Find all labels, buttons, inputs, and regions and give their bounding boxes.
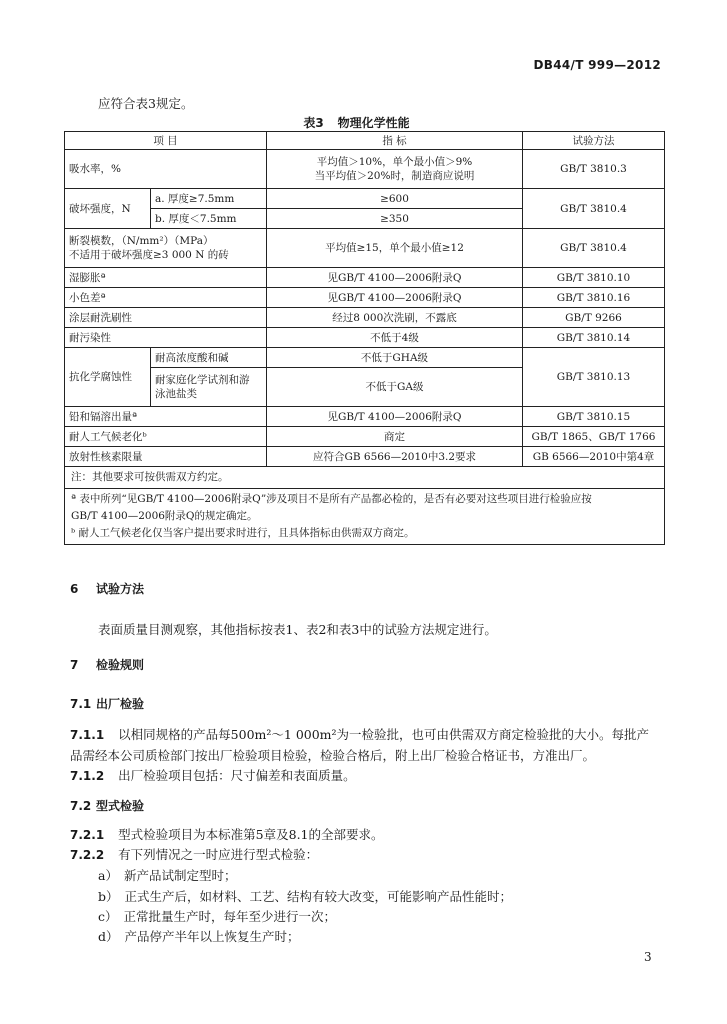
note-b: ᵇ 耐人工气候老化仅当客户提出要求时进行，且具体指标由供需双方商定。 xyxy=(71,527,415,539)
table-caption: 物理化学性能 xyxy=(337,116,410,130)
clause-text: 有下列情况之一时应进行型式检验： xyxy=(118,847,319,862)
indicator-coating-scrub: 经过8 000次洗刷，不露底 xyxy=(267,308,523,328)
item-color-difference: 小色差ª xyxy=(65,288,267,308)
list-item xyxy=(98,887,512,905)
table-notes-row xyxy=(65,467,665,545)
table-row xyxy=(65,407,665,427)
table-row xyxy=(65,328,665,348)
list-label: c） xyxy=(98,909,118,924)
para-7-1-1-line2: 品需经本公司质检部门按出厂检验项目检验，检验合格后，附上出厂检验合格证书，方准出厂。 xyxy=(70,748,596,763)
list-label: d） xyxy=(98,929,119,944)
item-breaking-strength: 破坏强度，N xyxy=(65,189,151,229)
note-footnotes xyxy=(65,488,664,542)
indicator-household-chemicals: 不低于GA级 xyxy=(267,368,523,407)
indicator-line: 当平均值＞20%时，制造商应说明 xyxy=(314,170,475,182)
item-stain-resistance: 耐污染性 xyxy=(65,328,267,348)
lead-text: 应符合表3规定。 xyxy=(98,96,194,111)
section-6-text: 表面质量目测观察，其他指标按表1、表2和表3中的试验方法规定进行。 xyxy=(98,622,497,637)
indicator-modulus-of-rupture: 平均值≥15，单个最小值≥12 xyxy=(267,229,523,268)
table-row xyxy=(65,308,665,328)
sub-item-household-chemicals xyxy=(151,368,267,407)
indicator-moisture-expansion: 见GB/T 4100—2006附录Q xyxy=(267,268,523,288)
method-radioactivity: GB 6566—2010中第4章 xyxy=(523,447,665,467)
sub-item-line: 泳池盐类 xyxy=(155,388,197,400)
item-weathering: 耐人工气候老化ᵇ xyxy=(65,427,267,447)
header-indicator: 指 标 xyxy=(267,132,523,150)
list-label: b） xyxy=(98,889,119,904)
clause-number: 7.2.2 xyxy=(70,848,105,862)
sub-item-thickness-a: a. 厚度≥7.5mm xyxy=(151,189,267,209)
method-color-difference: GB/T 3810.16 xyxy=(523,288,665,308)
sub-item-line: 耐家庭化学试剂和游 xyxy=(155,374,250,386)
item-water-absorption: 吸水率，% xyxy=(65,150,267,189)
list-item xyxy=(98,907,336,925)
indicator-stain-resistance: 不低于4级 xyxy=(267,328,523,348)
indicator-lead-cadmium: 见GB/T 4100—2006附录Q xyxy=(267,407,523,427)
table-row xyxy=(65,229,665,268)
item-lead-cadmium: 铅和镉溶出量ª xyxy=(65,407,267,427)
item-line: 断裂模数，（N/mm²）（MPa） xyxy=(69,235,214,247)
list-item xyxy=(98,866,236,884)
item-moisture-expansion: 湿膨胀ª xyxy=(65,268,267,288)
section-title: 检验规则 xyxy=(96,658,145,672)
para-7-2-2 xyxy=(70,845,318,863)
indicator-acid-alkali: 不低于GHA级 xyxy=(267,348,523,368)
section-number: 7.1 xyxy=(70,697,92,711)
list-text: 正常批量生产时，每年至少进行一次； xyxy=(123,909,337,924)
method-weathering: GB/T 1865、GB/T 1766 xyxy=(523,427,665,447)
section-6-heading xyxy=(70,580,144,597)
list-text: 产品停产半年以上恢复生产时； xyxy=(124,929,300,944)
table-number: 表3 xyxy=(303,116,324,130)
list-text: 正式生产后，如材料、工艺、结构有较大改变，可能影响产品性能时； xyxy=(124,889,513,904)
indicator-weathering: 商定 xyxy=(267,427,523,447)
clause-text: 以相同规格的产品每500m²～1 000m²为一检验批，也可由供需双方商定检验批的大小。每批产 xyxy=(118,727,650,742)
clause-number: 7.1.1 xyxy=(70,728,105,742)
list-text: 新产品试制定型时； xyxy=(123,868,237,883)
item-radioactivity: 放射性核素限量 xyxy=(65,447,267,467)
table-row xyxy=(65,348,665,368)
indicator-radioactivity: 应符合GB 6566—2010中3.2要求 xyxy=(267,447,523,467)
table-title xyxy=(0,114,727,131)
method-coating-scrub: GB/T 9266 xyxy=(523,308,665,328)
section-title: 试验方法 xyxy=(96,582,145,596)
method-stain-resistance: GB/T 3810.14 xyxy=(523,328,665,348)
table-row xyxy=(65,268,665,288)
section-number: 7 xyxy=(70,658,79,672)
list-label: a） xyxy=(98,868,118,883)
clause-number: 7.1.2 xyxy=(70,769,105,783)
list-item xyxy=(98,927,300,945)
table-row xyxy=(65,150,665,189)
sub-item-acid-alkali: 耐高浓度酸和碱 xyxy=(151,348,267,368)
sub-item-thickness-b: b. 厚度＜7.5mm xyxy=(151,209,267,229)
header-item: 项 目 xyxy=(65,132,267,150)
section-7-2-heading xyxy=(70,797,144,814)
indicator-color-difference: 见GB/T 4100—2006附录Q xyxy=(267,288,523,308)
physical-chemical-table xyxy=(64,131,665,545)
table-row xyxy=(65,427,665,447)
method-modulus-of-rupture: GB/T 3810.4 xyxy=(523,229,665,268)
table-row xyxy=(65,288,665,308)
standard-code: DB44/T 999—2012 xyxy=(533,58,661,72)
section-7-1-heading xyxy=(70,695,144,712)
section-number: 7.2 xyxy=(70,799,92,813)
section-title: 出厂检验 xyxy=(96,697,145,711)
clause-text: 型式检验项目为本标准第5章及8.1的全部要求。 xyxy=(118,827,384,842)
item-modulus-of-rupture xyxy=(65,229,267,268)
para-7-1-2 xyxy=(70,766,356,784)
clause-number: 7.2.1 xyxy=(70,828,105,842)
method-lead-cadmium: GB/T 3810.15 xyxy=(523,407,665,427)
method-moisture-expansion: GB/T 3810.10 xyxy=(523,268,665,288)
note-a-line1: ª 表中所列“见GB/T 4100—2006附录Q”涉及项目不是所有产品都必检的，是否有必要对这些项目进行检验应按 xyxy=(71,493,592,505)
para-7-1-1-line1 xyxy=(70,725,649,743)
table-row xyxy=(65,447,665,467)
indicator-thickness-b: ≥350 xyxy=(267,209,523,229)
method-chemical-resistance: GB/T 3810.13 xyxy=(523,348,665,407)
page-number: 3 xyxy=(644,950,652,964)
header-method: 试验方法 xyxy=(523,132,665,150)
method-breaking-strength: GB/T 3810.4 xyxy=(523,189,665,229)
indicator-water-absorption xyxy=(267,150,523,189)
method-water-absorption: GB/T 3810.3 xyxy=(523,150,665,189)
section-title: 型式检验 xyxy=(96,799,145,813)
table-notes xyxy=(65,467,665,545)
item-line: 不适用于破坏强度≥3 000 N 的砖 xyxy=(69,249,229,261)
section-number: 6 xyxy=(70,582,79,596)
section-7-heading xyxy=(70,656,144,673)
table-row xyxy=(65,189,665,209)
indicator-line: 平均值＞10%，单个最小值＞9% xyxy=(316,156,473,168)
item-coating-scrub: 涂层耐洗刷性 xyxy=(65,308,267,328)
note-general: 注：其他要求可按供需双方约定。 xyxy=(71,471,229,483)
clause-text: 出厂检验项目包括：尺寸偏差和表面质量。 xyxy=(118,768,356,783)
para-7-2-1 xyxy=(70,825,384,843)
indicator-thickness-a: ≥600 xyxy=(267,189,523,209)
table-header-row xyxy=(65,132,665,150)
item-chemical-resistance: 抗化学腐蚀性 xyxy=(65,348,151,407)
note-a-line2: GB/T 4100—2006附录Q的规定确定。 xyxy=(71,510,258,522)
